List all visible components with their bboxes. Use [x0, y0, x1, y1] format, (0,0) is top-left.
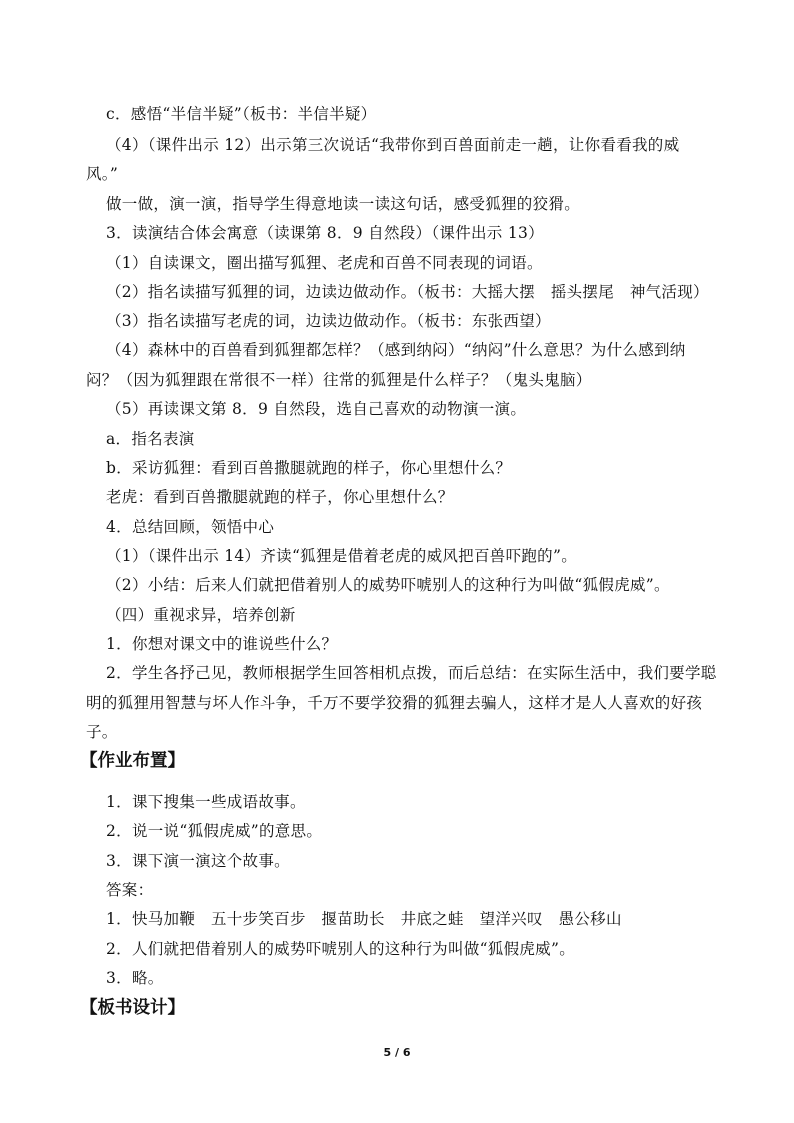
text-line: 子。	[86, 723, 118, 741]
text-line: （1）（课件出示 14）齐读“狐狸是借着老虎的威风把百兽吓跑的”。	[106, 547, 578, 565]
text-line: （2）小结：后来人们就把借着别人的威势吓唬别人的这种行为叫做“狐假虎威”。	[106, 576, 670, 594]
homework-item: 2．说一说“狐假虎威”的意思。	[106, 822, 323, 840]
text-line: 明的狐狸用智慧与坏人作斗争，千万不要学狡猾的狐狸去骗人，这样才是人人喜欢的好孩	[86, 694, 703, 712]
text-line: （5）再读课文第 8．9 自然段，选自己喜欢的动物演一演。	[106, 400, 527, 418]
text-line: 闷？（因为狐狸跟在常很不一样）往常的狐狸是什么样子？（鬼头鬼脑）	[86, 371, 592, 389]
text-line: 3．读演结合体会寓意（读课第 8．9 自然段）（课件出示 13）	[106, 224, 544, 242]
text-line: c．感悟“半信半疑”（板书：半信半疑）	[106, 105, 377, 123]
text-line: （3）指名读描写老虎的词，边读边做动作。（板书：东张西望）	[106, 312, 551, 330]
answer-item: 2．人们就把借着别人的威势吓唬别人的这种行为叫做“狐假虎威”。	[106, 940, 576, 958]
answer-item: 1．快马加鞭 五十步笑百步 揠苗助长 井底之蛙 望洋兴叹 愚公移山	[106, 910, 622, 928]
homework-item: 1．课下搜集一些成语故事。	[106, 793, 306, 811]
answer-label: 答案：	[106, 881, 154, 899]
text-line: 2．学生各抒己见，教师根据学生回答相机点拨，而后总结：在实际生活中，我们要学聪	[106, 664, 717, 682]
text-line: （4）森林中的百兽看到狐狸都怎样？（感到纳闷）“纳闷”什么意思？为什么感到纳	[106, 341, 686, 359]
text-line: 风。”	[86, 165, 119, 183]
text-line: a．指名表演	[106, 430, 195, 448]
text-line: （4）（课件出示 12）出示第三次说话“我带你到百兽面前走一趟，让你看看我的威	[106, 136, 680, 154]
text-line: 4．总结回顾，领悟中心	[106, 518, 275, 536]
page-number: 5 / 6	[383, 1046, 411, 1059]
homework-item: 3．课下演一演这个故事。	[106, 852, 290, 870]
text-line: （1）自读课文，圈出描写狐狸、老虎和百兽不同表现的词语。	[106, 254, 543, 272]
text-line: 做一做，演一演，指导学生得意地读一读这句话，感受狐狸的狡猾。	[106, 195, 581, 213]
text-line: b．采访狐狸：看到百兽撒腿就跑的样子，你心里想什么？	[106, 459, 512, 477]
answer-item: 3．略。	[106, 969, 164, 987]
heading-board-design: 【板书设计】	[80, 998, 185, 1018]
text-line: 1．你想对课文中的谁说些什么？	[106, 635, 338, 653]
text-line: （四）重视求异，培养创新	[106, 606, 296, 624]
heading-homework: 【作业布置】	[80, 751, 185, 771]
text-line: （2）指名读描写狐狸的词，边读边做动作。（板书：大摇大摆 摇头摆尾 神气活现）	[106, 283, 709, 301]
text-line: 老虎：看到百兽撒腿就跑的样子，你心里想什么？	[106, 488, 454, 506]
